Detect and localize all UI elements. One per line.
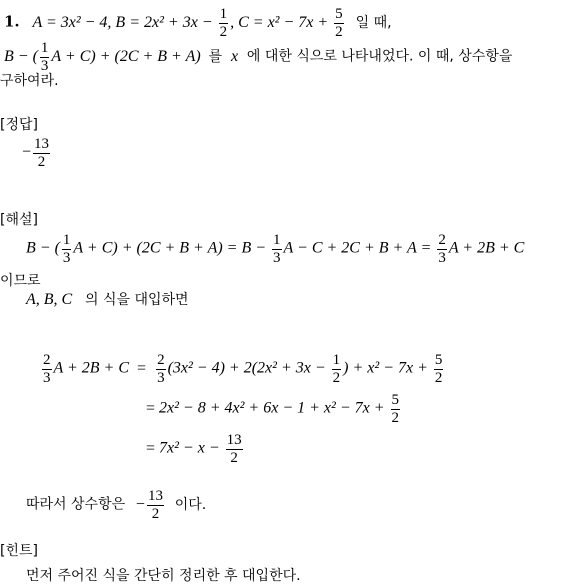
answer-value: − $\frac{13}{2}$ <box>22 136 50 170</box>
hint-header: [힌트] <box>0 543 38 559</box>
explanation-conclusion: 따라서 상수항은 − $\frac{13}{2}$ 이다. <box>26 488 207 522</box>
problem-number: 1. <box>4 12 20 31</box>
problem-line-2 <box>4 40 512 74</box>
fraction: $\frac{5}{2}$ <box>335 6 343 40</box>
fraction: $\frac{1}{2}$ <box>219 6 228 40</box>
fraction: $\frac{1}{2}$ <box>332 352 341 386</box>
problem-line-1 <box>4 6 392 40</box>
problem-suffix: 일 때, <box>355 14 392 31</box>
explanation-header: [해설] <box>0 212 38 228</box>
explanation-subst: A, B, C 의 식을 대입하면 <box>26 291 189 308</box>
fraction: $\frac{2}{3}$ <box>43 352 51 386</box>
fraction: $\frac{1}{3}$ <box>40 40 49 74</box>
problem-text: 에 대한 식으로 나타내었다. 이 때, 상수항을 <box>246 48 513 65</box>
fraction: $\frac{13}{2}$ <box>34 136 50 170</box>
explanation-eq-1: B − ( $\frac{1}{3}$ A + C) + (2C + B + A) = B − $\frac{1}{3}$ A − C + 2C + B + A = $\frac{2}{3}$ A + 2B + C <box>26 232 525 266</box>
fraction: $\frac{5}{2}$ <box>434 352 443 386</box>
fraction: $\frac{5}{2}$ <box>391 392 400 426</box>
fraction: $\frac{13}{2}$ <box>147 488 163 522</box>
derivation-row-2: = 2x² − 8 + 4x² + 6x − 1 + x² − 7x + $\frac{5}{2}$ <box>146 392 400 426</box>
fraction: $\frac{1}{3}$ <box>273 232 281 266</box>
problem-line-3: 구하여라. <box>0 73 59 89</box>
derivation-row-3: = 7x² − x − $\frac{13}{2}$ <box>146 432 242 466</box>
problem-expression: B − ( $\frac{1}{3}$ A + C) + (2C + B + A) <box>4 40 201 74</box>
derivation-row-1: $\frac{2}{3}$ A + 2B + C = $\frac{2}{3}$ (3x² − 4) + 2(2x² + 3x − $\frac{1}{2}$ ) + x² − 7x + $\frac{5}{2}$ <box>43 352 443 386</box>
hint-text: 먼저 주어진 식을 간단히 정리한 후 대입한다. <box>26 568 301 584</box>
problem-var: x <box>230 47 239 65</box>
fraction: $\frac{2}{3}$ <box>438 232 446 266</box>
problem-defs: A = 3x² − 4, B = 2x² + 3x − $\frac{1}{2}$ , C = x² − 7x + $\frac{5}{2}$ <box>32 6 343 40</box>
explanation-eq-1-tail: 이므로 <box>0 273 41 289</box>
fraction: $\frac{13}{2}$ <box>226 432 242 466</box>
answer-header: [정답] <box>0 117 38 133</box>
problem-text: 를 <box>208 48 223 65</box>
fraction: $\frac{2}{3}$ <box>157 352 165 386</box>
fraction: $\frac{1}{3}$ <box>62 232 71 266</box>
